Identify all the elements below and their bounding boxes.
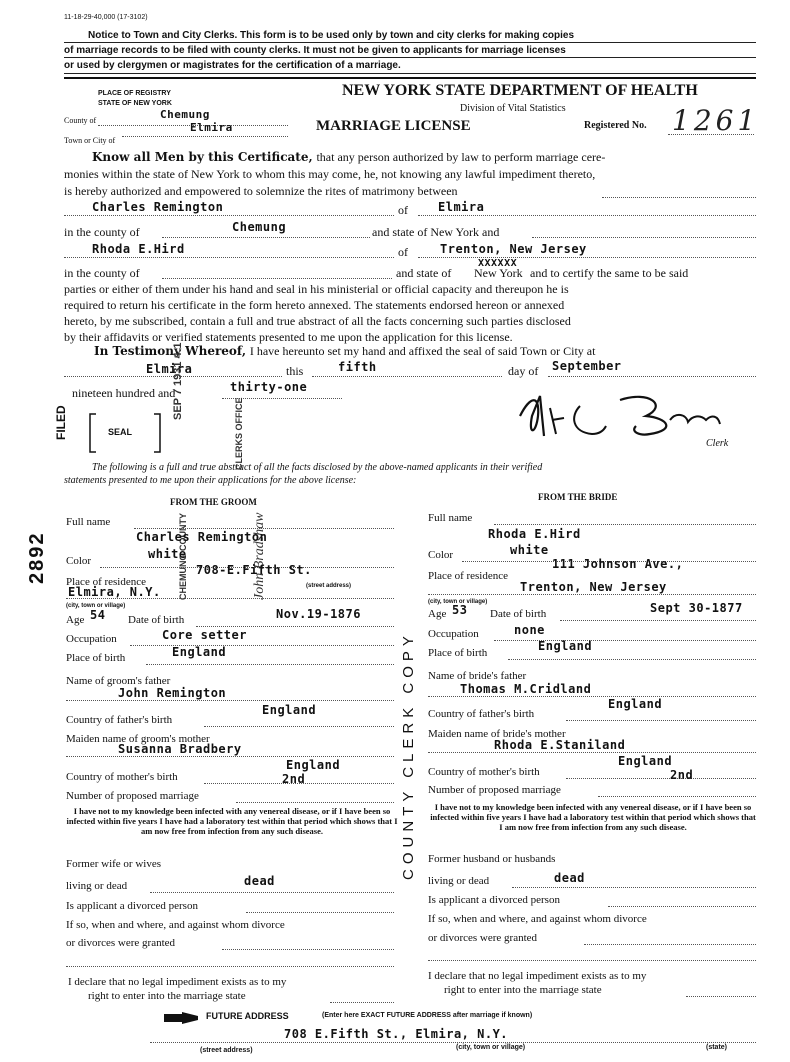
notice-rule-2	[64, 57, 756, 58]
bride-mother-country-label: Country of mother's birth	[428, 766, 540, 778]
groom-dob-label: Date of birth	[128, 614, 185, 626]
bride-residence-city: Trenton, New Jersey	[520, 580, 667, 594]
struck-overtype: XXXXXX	[478, 258, 518, 269]
groom-street-hint: (street address)	[306, 583, 352, 589]
bride-father-label: Name of bride's father	[428, 670, 527, 682]
division-label: Division of Vital Statistics	[460, 103, 566, 114]
groom-divorce-q-1: If so, when and where, and against whom divorce	[66, 919, 285, 931]
bride-father-country: England	[608, 697, 663, 711]
bride-disease-statement: I have not to my knowledge been infected with any venereal disease, or if I have been so infected within five years I have had a laboratory test within that period which shows that I am now free from infection from any such disease.	[430, 802, 756, 832]
groom-town: Elmira	[438, 200, 485, 214]
future-address-hint: (Enter here EXACT FUTURE ADDRESS after marriage if known)	[322, 1012, 533, 1019]
groom-former-label-2: living or dead	[66, 880, 128, 892]
town-value: Elmira	[190, 121, 233, 134]
abstract-line-2: statements presented to me upon their applications for the above license:	[64, 475, 357, 486]
bride-father-country-label: Country of father's birth	[428, 708, 535, 720]
future-state-hint: (state)	[706, 1044, 728, 1051]
bride-declare-1: I declare that no legal impediment exists as to my	[428, 970, 647, 982]
para-line-1: and to certify the same to be said	[530, 266, 689, 280]
groom-age-label: Age	[66, 614, 85, 626]
testimony-heading: In Testimony Whereof,	[94, 344, 247, 358]
groom-occupation: Core setter	[162, 628, 247, 642]
groom-dob: Nov.19-1876	[276, 607, 361, 621]
bride-age: 53	[452, 603, 468, 617]
groom-father-label: Name of groom's father	[66, 675, 171, 687]
groom-full-name: Charles Remington	[136, 530, 268, 544]
notice-line-3: or used by clergymen or magistrates for the certification of a marriage.	[64, 60, 401, 71]
bride-full-name: Rhoda E.Hird	[488, 527, 581, 541]
state-ny-and: and state of New York and	[372, 225, 500, 239]
groom-name: Charles Remington	[92, 200, 224, 214]
intro-line-1	[92, 150, 605, 165]
groom-color-label: Color	[66, 555, 92, 567]
para-line-4: hereto, by me subscribed, contain a full and true abstract of all the facts concerning such parties disclosed	[64, 314, 571, 328]
groom-residence-street: 708-E.Fifth St.	[196, 563, 312, 577]
bride-divorce-q-1: If so, when and where, and against whom divorce	[428, 913, 647, 925]
license-title: MARRIAGE LICENSE	[316, 118, 471, 134]
department-title: NEW YORK STATE DEPARTMENT OF HEALTH	[342, 82, 698, 99]
bride-birthplace-label: Place of birth	[428, 647, 488, 659]
future-city-hint: (city, town or village)	[456, 1044, 526, 1051]
groom-declare-1: I declare that no legal impediment exists as to my	[68, 976, 287, 988]
of-label-2: of	[398, 245, 408, 259]
groom-mother-label: Maiden name of groom's mother	[66, 733, 210, 745]
this-label: this	[286, 364, 304, 378]
groom-residence-label: Place of residence	[66, 576, 147, 588]
bride-marriage-no-label: Number of proposed marriage	[428, 784, 561, 796]
testimony-town: Elmira	[146, 362, 193, 376]
testimony-day: fifth	[338, 360, 377, 374]
county-clerk-copy-stamp: COUNTY CLERK COPY	[400, 631, 417, 880]
groom-residence-city: Elmira, N.Y.	[68, 585, 161, 599]
of-label-1: of	[398, 203, 408, 217]
groom-former-label-1: Former wife or wives	[66, 858, 162, 870]
state-label: STATE OF NEW YORK	[98, 100, 172, 107]
filed-date-stamp: SEP 7 1931 4:1	[172, 342, 184, 420]
groom-divorced-label: Is applicant a divorced person	[66, 900, 198, 912]
bride-former-label-2: living or dead	[428, 875, 490, 887]
chemung-county-stamp: CHEMUNG COUNTY	[178, 513, 188, 600]
bride-city-hint: (city, town or village)	[428, 599, 488, 605]
bride-color: white	[510, 543, 549, 557]
registered-label: Registered No.	[584, 120, 647, 131]
nineteen-label: nineteen hundred and	[72, 386, 176, 400]
abstract-line-1: The following is a full and true abstract of all the facts disclosed by the above-named applicants in their verified	[92, 462, 543, 473]
groom-heading: FROM THE GROOM	[170, 497, 257, 507]
groom-declare-2: right to enter into the marriage state	[88, 990, 246, 1002]
in-county-label-2: in the county of	[64, 266, 140, 280]
place-of-registry-label: PLACE OF REGISTRY	[98, 90, 171, 97]
future-street-hint: (street address)	[200, 1047, 253, 1054]
margin-number: 2892	[26, 531, 48, 584]
bride-mother-country: England	[618, 754, 673, 768]
groom-disease-statement: I have not to my knowledge been infected with any venereal disease, or if I have been so infected within five years I have had a laboratory test within that period which shows that I am now free from infection from any such disease.	[66, 806, 398, 836]
notice-rule-3	[64, 73, 756, 74]
bride-marriage-no: 2nd	[670, 768, 694, 782]
future-address: 708 E.Fifth St., Elmira, N.Y.	[284, 1027, 509, 1041]
groom-father-country: England	[262, 703, 317, 717]
registered-number: 1261	[672, 104, 760, 137]
bride-occupation: none	[514, 623, 545, 637]
testimony-text: I have hereunto set my hand and affixed the seal of said Town or City at	[249, 344, 596, 358]
form-code: 11-18-29-40,000 (17-3102)	[64, 14, 148, 21]
groom-age: 54	[90, 608, 106, 622]
groom-birthplace-label: Place of birth	[66, 652, 126, 664]
testimony-month: September	[552, 359, 622, 373]
intro-heading: Know all Men by this Certificate,	[92, 150, 313, 164]
town-label: Town or City of	[64, 136, 116, 145]
intro-text-1: that any person authorized by law to perform marriage cere-	[316, 150, 606, 164]
bride-divorce-q-2: or divorces were granted	[428, 932, 538, 944]
bride-dob: Sept 30-1877	[650, 601, 743, 615]
bride-mother-label: Maiden name of bride's mother	[428, 728, 566, 740]
groom-color: white	[148, 547, 187, 561]
intro-line-2: monies within the state of New York to whom this may come, he, not knowing any lawful impediment thereto,	[64, 167, 596, 181]
bride-age-label: Age	[428, 608, 447, 620]
bride-town: Trenton, New Jersey	[440, 242, 587, 256]
state-of-label: and state of	[396, 266, 452, 280]
para-line-2: parties or either of them under his hand and seal in his ministerial or official capacity and thereupon he is	[64, 282, 569, 296]
clerks-office-stamp: CLERKS OFFICE	[234, 397, 244, 470]
county-label: County of	[64, 116, 97, 125]
groom-birthplace: England	[172, 645, 227, 659]
bride-residence-street: 111 Johnson Ave.,	[552, 557, 684, 571]
para-line-3: required to return his certificate in the form hereto annexed. The statements endorsed hereon or annexed	[64, 298, 565, 312]
groom-father-country-label: Country of father's birth	[66, 714, 173, 726]
groom-city-hint: (city, town or village)	[66, 603, 126, 609]
testimony-line	[94, 344, 595, 359]
notice-line-1: Notice to Town and City Clerks. This form is to be used only by town and city clerks for making copies	[88, 30, 575, 41]
bride-name: Rhoda E.Hird	[92, 242, 185, 256]
bride-former: dead	[554, 871, 585, 885]
groom-divorce-q-2: or divorces were granted	[66, 937, 176, 949]
groom-full-name-label: Full name	[66, 516, 111, 528]
seal	[88, 412, 162, 454]
groom-mother-country: England	[286, 758, 341, 772]
clerk-label: Clerk	[706, 438, 729, 449]
notice-rule-1	[64, 42, 756, 43]
clerk-stamp-signature: John Bradshaw	[252, 512, 267, 600]
bride-divorced-label: Is applicant a divorced person	[428, 894, 560, 906]
in-county-label-1: in the county of	[64, 225, 140, 239]
testimony-year: thirty-one	[230, 380, 308, 394]
groom-marriage-no: 2nd	[282, 772, 306, 786]
bride-former-label-1: Former husband or husbands	[428, 853, 556, 865]
bride-birthplace: England	[538, 639, 593, 653]
pointing-hand-icon	[162, 1011, 200, 1025]
groom-mother: Susanna Bradbery	[118, 742, 242, 756]
future-address-label: FUTURE ADDRESS	[206, 1011, 289, 1021]
bride-color-label: Color	[428, 549, 454, 561]
bride-heading: FROM THE BRIDE	[538, 492, 618, 502]
struck-state: New York	[474, 266, 523, 280]
notice-rule-thick	[64, 77, 756, 79]
county-value: Chemung	[160, 108, 210, 121]
notice-line-2: of marriage records to be filed with county clerks. It must not be given to applicants for marriage licenses	[64, 45, 566, 56]
groom-county: Chemung	[232, 220, 287, 234]
groom-occupation-label: Occupation	[66, 633, 117, 645]
bride-declare-2: right to enter into the marriage state	[444, 984, 602, 996]
groom-mother-country-label: Country of mother's birth	[66, 771, 178, 783]
groom-father: John Remington	[118, 686, 227, 700]
seal-label: SEAL	[108, 427, 133, 437]
para-line-5: by their affidavits or verified statements presented to me upon the application for this license.	[64, 330, 513, 344]
bride-dob-label: Date of birth	[490, 608, 547, 620]
bride-father: Thomas M.Cridland	[460, 682, 592, 696]
bride-full-name-label: Full name	[428, 512, 473, 524]
groom-former: dead	[244, 874, 275, 888]
groom-marriage-no-label: Number of proposed marriage	[66, 790, 199, 802]
intro-line-3: is hereby authorized and empowered to solemnize the rites of matrimony between	[64, 184, 458, 198]
bride-mother: Rhoda E.Staniland	[494, 738, 626, 752]
bride-residence-label: Place of residence	[428, 570, 509, 582]
bride-occupation-label: Occupation	[428, 628, 479, 640]
day-of-label: day of	[508, 364, 539, 378]
filed-stamp: FILED	[54, 405, 68, 440]
